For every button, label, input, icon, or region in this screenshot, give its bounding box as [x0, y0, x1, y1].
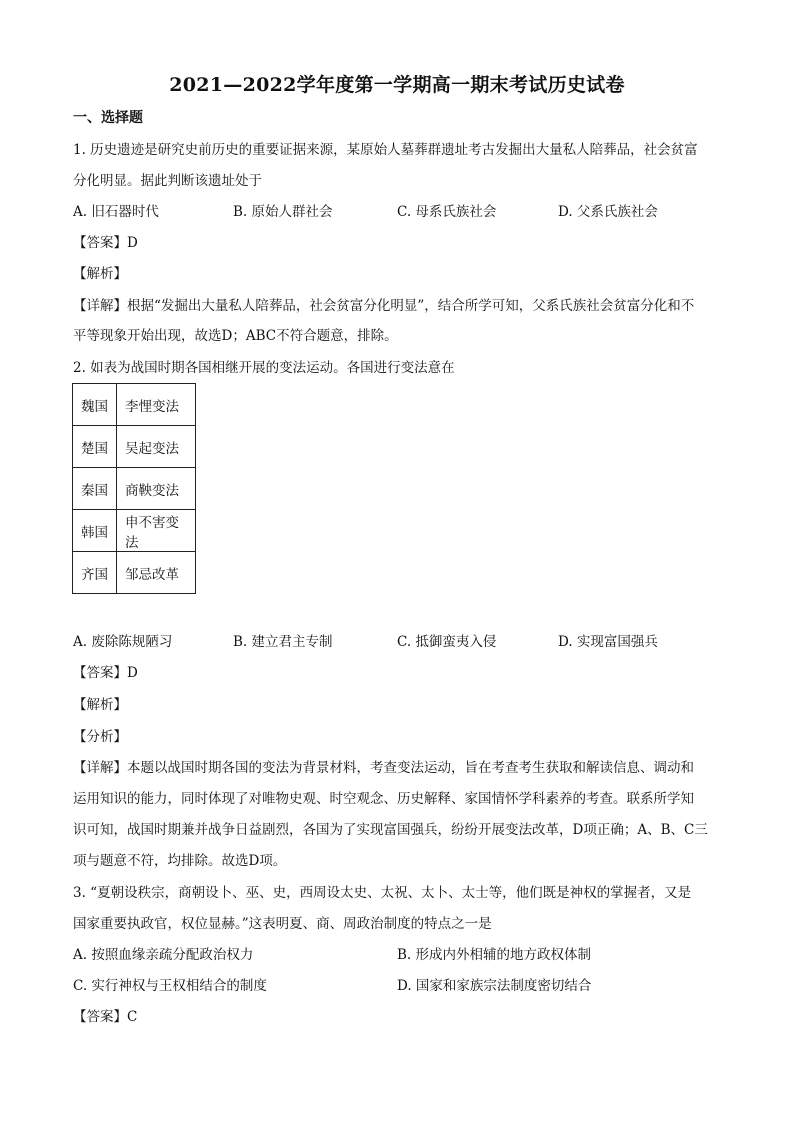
q2-option-a: A. 废除陈规陋习 [73, 634, 173, 650]
section-heading: 一、选择题 [73, 110, 143, 126]
q3-option-c: C. 实行神权与王权相结合的制度 [73, 978, 267, 994]
q1-option-b: B. 原始人群社会 [233, 204, 333, 220]
table-row [73, 510, 196, 552]
q3-option-a: A. 按照血缘亲疏分配政治权力 [73, 947, 254, 963]
table-row [73, 384, 196, 426]
q1-option-d: D. 父系氏族社会 [558, 204, 658, 220]
q1-stem-line-2: 分化明显。据此判断该遗址处于 [73, 173, 262, 189]
table-cell-reform: 邹忌改革 [117, 552, 196, 594]
q3-stem-line-1: 3. “夏朝设秩宗，商朝设卜、巫、史，西周设太史、太祝、太卜、太士等，他们既是神权的掌握者，又是 [73, 885, 692, 901]
q2-detail-line-3: 识可知，战国时期兼并战争日益剧烈，各国为了实现富国强兵，纷纷开展变法改革，D项正确；A、B、C三 [73, 822, 708, 838]
q2-option-b: B. 建立君主专制 [233, 634, 333, 650]
table-cell-state: 齐国 [73, 552, 117, 594]
q2-stem-line-1: 2. 如表为战国时期各国相继开展的变法运动。各国进行变法意在 [73, 360, 455, 376]
q1-option-c: C. 母系氏族社会 [397, 204, 497, 220]
table-cell-reform: 吴起变法 [117, 426, 196, 468]
q2-detail-line-2: 运用知识的能力，同时体现了对唯物史观、时空观念、历史解释、家国情怀学科素养的考查。联系所学知 [73, 791, 694, 807]
reform-table [72, 383, 196, 594]
table-cell-reform: 申不害变法 [117, 510, 196, 552]
table-cell-state: 秦国 [73, 468, 117, 510]
q3-option-d: D. 国家和家族宗法制度密切结合 [397, 978, 592, 994]
q3-stem-line-2: 国家重要执政官，权位显赫。”这表明夏、商、周政治制度的特点之一是 [73, 916, 492, 932]
table-cell-state: 楚国 [73, 426, 117, 468]
q1-stem-line-1: 1. 历史遗迹是研究史前历史的重要证据来源，某原始人墓葬群遗址考古发掘出大量私人陪葬品，社会贫富 [73, 142, 698, 158]
table-cell-state: 韩国 [73, 510, 117, 552]
q2-option-c: C. 抵御蛮夷入侵 [397, 634, 497, 650]
q2-fenxi-label: 【分析】 [73, 729, 127, 745]
q2-option-d: D. 实现富国强兵 [558, 634, 658, 650]
q1-analysis-label: 【解析】 [73, 266, 127, 282]
table-cell-reform: 李悝变法 [117, 384, 196, 426]
q2-detail-line-4: 项与题意不符，均排除。故选D项。 [73, 853, 287, 869]
table-row [73, 552, 196, 594]
q1-answer: 【答案】D [73, 235, 138, 251]
q3-answer: 【答案】C [73, 1009, 138, 1025]
q3-option-b: B. 形成内外相辅的地方政权体制 [397, 947, 592, 963]
q2-analysis-label: 【解析】 [73, 697, 127, 713]
q2-detail-line-1: 【详解】本题以战国时期各国的变法为背景材料，考查变法运动，旨在考查考生获取和解读信息、调动和 [73, 760, 694, 776]
table-row [73, 468, 196, 510]
q1-detail-line-1: 【详解】根据“发掘出大量私人陪葬品，社会贫富分化明显”，结合所学可知，父系氏族社会贫富分化和不 [73, 298, 695, 314]
q1-detail-line-2: 平等现象开始出现，故选D；ABC不符合题意，排除。 [73, 328, 398, 344]
table-row [73, 426, 196, 468]
table-cell-state: 魏国 [73, 384, 117, 426]
q2-answer: 【答案】D [73, 665, 138, 681]
page-title: 2021—2022学年度第一学期高一期末考试历史试卷 [169, 74, 625, 96]
table-cell-reform: 商鞅变法 [117, 468, 196, 510]
q1-option-a: A. 旧石器时代 [73, 204, 159, 220]
